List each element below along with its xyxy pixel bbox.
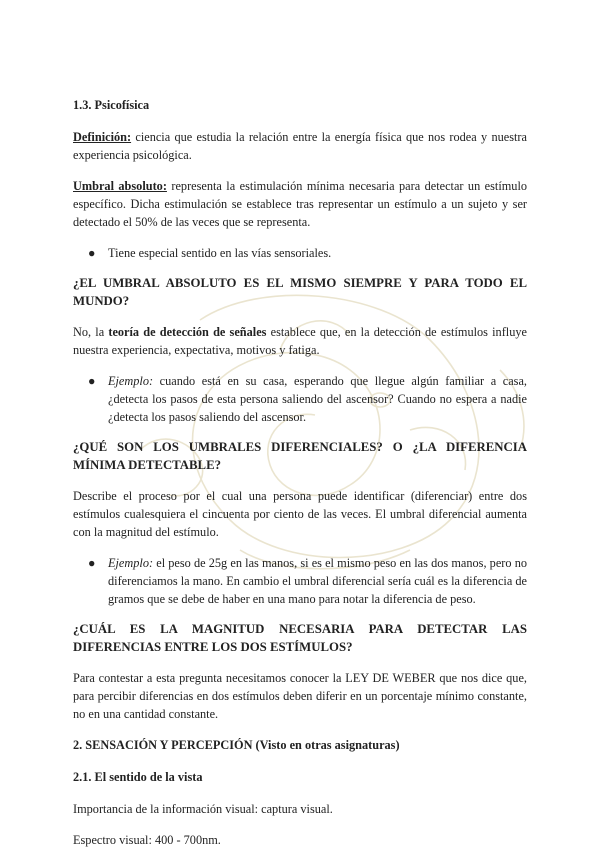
definition-label: Definición:: [73, 130, 132, 144]
visual-info-paragraph: Importancia de la información visual: captura visual.: [73, 802, 333, 816]
bullet-icon: ●: [88, 556, 96, 570]
section-2-title: 2. SENSACIÓN Y PERCEPCIÓN (Visto en otras asignaturas): [73, 738, 400, 752]
umbral-absoluto-label: Umbral absoluto:: [73, 179, 167, 193]
section-1-3-title: 1.3. Psicofísica: [73, 98, 150, 112]
bullet-text: Tiene especial sentido en las vías sensoriales.: [108, 246, 332, 260]
example-text: cuando está en su casa, esperando que llegue algún familiar a casa, ¿detecta los pasos de esta persona saliendo del ascensor? Cuando no espera a nadie ¿detecta los pasos saliendo del ascensor.: [108, 374, 527, 424]
section-2-1-title: 2.1. El sentido de la vista: [73, 770, 203, 784]
umbral-absoluto-paragraph: [73, 177, 527, 231]
bullet-icon: ●: [88, 374, 96, 388]
question-heading-1: ¿EL UMBRAL ABSOLUTO ES EL MISMO SIEMPRE Y PARA TODO EL MUNDO?: [73, 276, 527, 308]
list-item: [73, 554, 527, 608]
paragraph-text: establece que, en la detección de estímulos influye nuestra experiencia, expectativa, motivos y fatiga.: [73, 325, 527, 357]
example-text: el peso de 25g en las manos, si es el mismo peso en las dos manos, pero no diferenciamos la mano. En cambio el umbral diferencial sería cuál es la diferencia de gramos que se debe de haber en una mano para notar la diferencia de peso.: [108, 556, 527, 606]
signal-detection-term: teoría de detección de señales: [108, 325, 267, 339]
list-item: [73, 244, 527, 262]
visual-spectrum-paragraph: Espectro visual: 400 - 700nm.: [73, 833, 221, 847]
differential-threshold-paragraph: Describe el proceso por el cual una persona puede identificar (diferenciar) entre dos estímulos cualesquiera el cincuenta por ciento de las veces. El umbral diferencial aumenta con la magnitud del estímulo.: [73, 489, 527, 539]
example-label: Ejemplo:: [108, 374, 154, 388]
umbral-absoluto-text: representa la estimulación mínima necesaria para detectar un estímulo específico. Dicha estimulación se establece tras representar un estímulo a un sujeto y ser detectado el 50% de las veces que se representa.: [73, 179, 528, 229]
example-label: Ejemplo:: [108, 556, 154, 570]
bullet-icon: ●: [88, 246, 96, 260]
definition-paragraph: [73, 128, 527, 164]
weber-law-paragraph: Para contestar a esta pregunta necesitamos conocer la LEY DE WEBER que nos dice que, para percibir diferencias en dos estímulos deben diferir en un porcentaje mínimo constante, no en una cantidad constante.: [73, 671, 527, 721]
list-item: [73, 372, 527, 426]
question-heading-2: ¿QUÉ SON LOS UMBRALES DIFERENCIALES? O ¿LA DIFERENCIA MÍNIMA DETECTABLE?: [73, 440, 527, 472]
definition-text: ciencia que estudia la relación entre la energía física que nos rodea y nuestra experiencia psicológica.: [73, 130, 527, 162]
paragraph-text: No, la: [73, 325, 109, 339]
question-heading-3: ¿CUÁL ES LA MAGNITUD NECESARIA PARA DETECTAR LAS DIFERENCIAS ENTRE LOS DOS ESTÍMULOS?: [73, 622, 527, 654]
signal-detection-paragraph: [73, 323, 527, 359]
document-body: [73, 96, 527, 862]
